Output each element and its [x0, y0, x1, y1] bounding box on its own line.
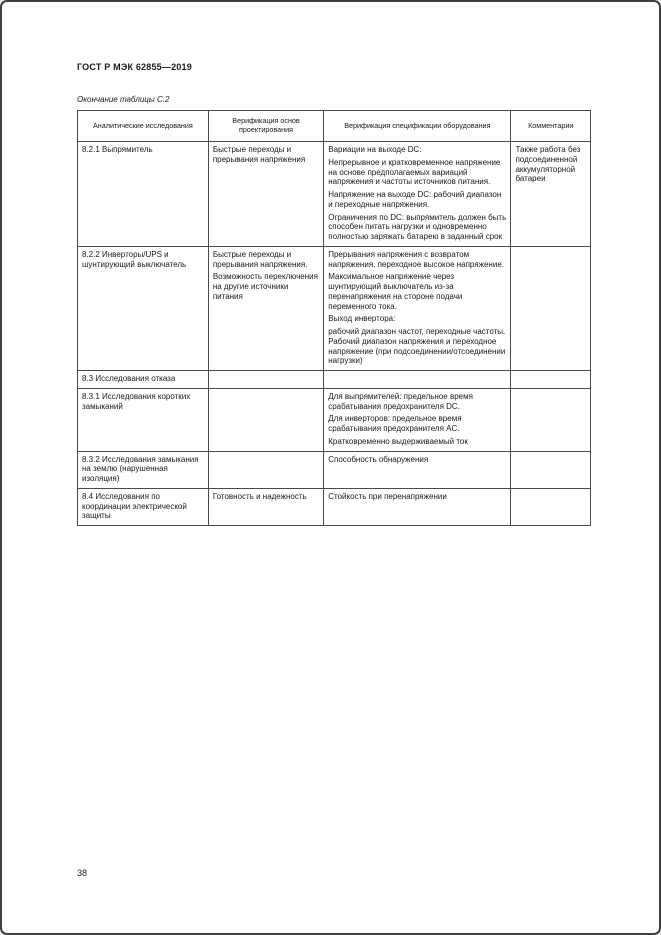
- table-cell: [208, 388, 323, 451]
- table-cell: [511, 388, 591, 451]
- cell-paragraph: Быстрые переходы и прерывания напряжения: [212, 145, 306, 164]
- table-cell: [208, 488, 323, 525]
- cell-paragraph: Для выпрямителей: предельное время срабатывания предохранителя DC.: [328, 391, 473, 411]
- cell-paragraph: Быстрые переходы и прерывания напряжения.: [212, 249, 308, 269]
- table-cell: [511, 142, 591, 247]
- table-body: [78, 142, 591, 526]
- table-cell: [324, 488, 511, 525]
- cell-paragraph: Ограничения по DC: выпрямитель должен быть способен питать нагрузки и одновременно полностью заряжать батарею в заданный срок: [328, 212, 507, 241]
- column-header: Аналитические исследования: [78, 111, 209, 142]
- table-cell: [511, 488, 591, 525]
- table-cell: [208, 451, 323, 488]
- document-title: ГОСТ Р МЭК 62855—2019: [77, 62, 192, 72]
- cell-paragraph: Способность обнаружения: [328, 454, 429, 464]
- table-cell: [78, 371, 209, 389]
- cell-paragraph: Готовность и надежность: [212, 491, 307, 501]
- cell-paragraph: 8.3.1 Исследования коротких замыканий: [82, 391, 191, 411]
- table-cell: [324, 246, 511, 370]
- cell-paragraph: Стойкость при перенапряжении: [328, 491, 447, 501]
- page-number: 38: [77, 868, 88, 878]
- table-cell: [78, 142, 209, 247]
- cell-paragraph: 8.3.2 Исследования замыкания на землю (нарушенная изоляция): [82, 454, 199, 483]
- table-cell: [78, 246, 209, 370]
- cell-paragraph: Напряжение на выходе DC: рабочий диапазон и переходные напряжения.: [328, 190, 502, 209]
- cell-paragraph: Максимальное напряжение через шунтирующий выключатель из-за перенапряжения на стороне подачи переменного тока.: [328, 272, 463, 311]
- table-cell: [324, 371, 511, 389]
- cell-paragraph: 8.2.1 Выпрямитель: [82, 145, 153, 154]
- table-cell: [78, 488, 209, 525]
- header-row: [78, 111, 591, 142]
- table-cell: [78, 451, 209, 488]
- table-cell: [324, 451, 511, 488]
- table-row: [78, 142, 591, 247]
- table-head: [78, 111, 591, 142]
- column-header: Комментарии: [511, 111, 591, 142]
- cell-paragraph: Также работа без подсоединенной аккумуляторной батареи: [515, 145, 581, 184]
- table-row: [78, 388, 591, 451]
- table-row: [78, 451, 591, 488]
- cell-paragraph: Для инверторов: предельное время срабатывания предохранителя AC.: [328, 414, 462, 433]
- table-row: [78, 488, 591, 525]
- table-cell: [324, 388, 511, 451]
- cell-paragraph: Кратковременно выдерживаемый ток: [328, 436, 468, 446]
- cell-paragraph: Возможность переключения на другие источники питания: [212, 272, 318, 301]
- table-cell: [511, 246, 591, 370]
- cell-paragraph: 8.2.2 Инверторы/UPS и шунтирующий выключатель: [82, 249, 187, 269]
- table-cell: [208, 142, 323, 247]
- spec-table: [77, 110, 591, 526]
- table-cell: [511, 371, 591, 389]
- cell-paragraph: рабочий диапазон частот, переходные частоты. Рабочий диапазон напряжения и переходное напряжение (при подсоединении/отсоединении нагрузки): [328, 327, 506, 366]
- cell-paragraph: Прерывания напряжения с возвратом напряжения, переходное высокое напряжение.: [328, 249, 504, 269]
- table-caption: Окончание таблицы С.2: [77, 95, 170, 104]
- cell-paragraph: 8.3 Исследования отказа: [82, 374, 176, 383]
- table-cell: [78, 388, 209, 451]
- column-header: Верификация спецификации оборудования: [324, 111, 511, 142]
- table-cell: [208, 371, 323, 389]
- cell-paragraph: Вариации на выходе DC:: [328, 145, 422, 154]
- table-cell: [208, 246, 323, 370]
- table-row: [78, 371, 591, 389]
- column-header: Верификация основ проектирования: [208, 111, 323, 142]
- table-cell: [324, 142, 511, 247]
- table-cell: [511, 451, 591, 488]
- table-row: [78, 246, 591, 370]
- cell-paragraph: Выход инвертора:: [328, 314, 396, 324]
- cell-paragraph: Непрерывное и кратковременное напряжение на основе предполагаемых вариаций напряжения и частоты источников питания.: [328, 157, 501, 187]
- cell-paragraph: 8.4 Исследования по координации электрической защиты: [82, 491, 187, 521]
